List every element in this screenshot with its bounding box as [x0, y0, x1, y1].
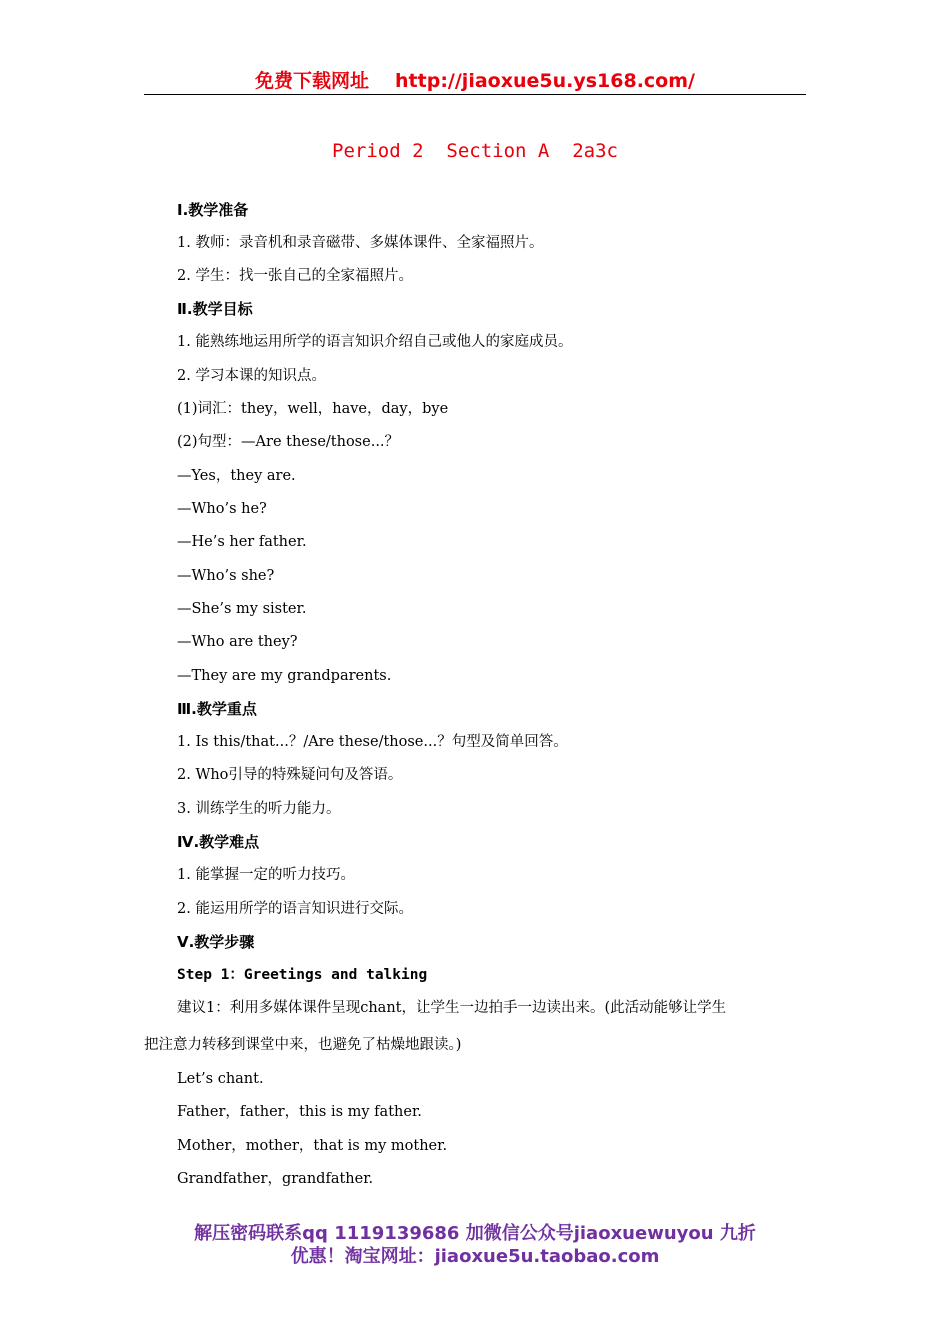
header-divider	[144, 94, 806, 95]
header-label: 免费下载网址	[255, 70, 370, 92]
chant-line: Grandfather，grandfather.	[177, 1171, 374, 1187]
step-heading: Step 1：Greetings and talking	[177, 967, 428, 983]
body-line: 2. 学习本课的知识点。	[177, 368, 326, 384]
body-line-continued: 把注意力转移到课堂中来，也避免了枯燥地跟读。)	[144, 1037, 462, 1053]
section-heading-difficulties: Ⅳ.教学难点	[177, 833, 260, 851]
body-line: 1. 教师：录音机和录音磁带、多媒体课件、全家福照片。	[177, 235, 544, 251]
section-heading-objectives: Ⅱ.教学目标	[177, 300, 253, 318]
section-heading-steps: Ⅴ.教学步骤	[177, 933, 255, 951]
body-line: 2. 学生：找一张自己的全家福照片。	[177, 268, 413, 284]
dialogue-line: —He’s her father.	[177, 534, 307, 550]
body-line: 3. 训练学生的听力能力。	[177, 801, 341, 817]
section-heading-key-points: Ⅲ.教学重点	[177, 700, 257, 718]
body-line: 1. 能熟练地运用所学的语言知识介绍自己或他人的家庭成员。	[177, 334, 573, 350]
dialogue-line: —Who’s he?	[177, 501, 267, 517]
chant-line: Father，father，this is my father.	[177, 1104, 422, 1120]
dialogue-line: —They are my grandparents.	[177, 668, 392, 684]
header-banner	[144, 66, 806, 94]
section-heading-preparation: Ⅰ.教学准备	[177, 201, 249, 219]
body-line: (2)句型：—Are these/those...？	[177, 434, 400, 450]
footer-line-1: 解压密码联系qq 1119139686 加微信公众号jiaoxuewuyou 九折	[194, 1223, 756, 1244]
body-line: 建议1：利用多媒体课件呈现chant，让学生一边拍手一边读出来。(此活动能够让学生	[177, 1000, 727, 1016]
document-title: Period 2 Section A 2a3c	[332, 140, 618, 162]
dialogue-line: —She’s my sister.	[177, 601, 307, 617]
body-line: 1. Is this/that...？/Are these/those...？句型及简单回答。	[177, 734, 568, 750]
footer-line-2: 优惠！淘宝网址：jiaoxue5u.taobao.com	[290, 1246, 660, 1267]
body-line: 2. Who引导的特殊疑问句及答语。	[177, 767, 403, 783]
body-line: (1)词汇：they，well，have，day，bye	[177, 401, 449, 417]
header-url-link[interactable]: http://jiaoxue5u.ys168.com/	[395, 70, 695, 92]
dialogue-line: —Who are they?	[177, 634, 298, 650]
body-line: 1. 能掌握一定的听力技巧。	[177, 867, 355, 883]
dialogue-line: —Yes，they are.	[177, 468, 296, 484]
body-line: 2. 能运用所学的语言知识进行交际。	[177, 901, 413, 917]
dialogue-line: —Who’s she?	[177, 568, 275, 584]
chant-line: Mother，mother，that is my mother.	[177, 1138, 448, 1154]
chant-line: Let’s chant.	[177, 1071, 264, 1087]
